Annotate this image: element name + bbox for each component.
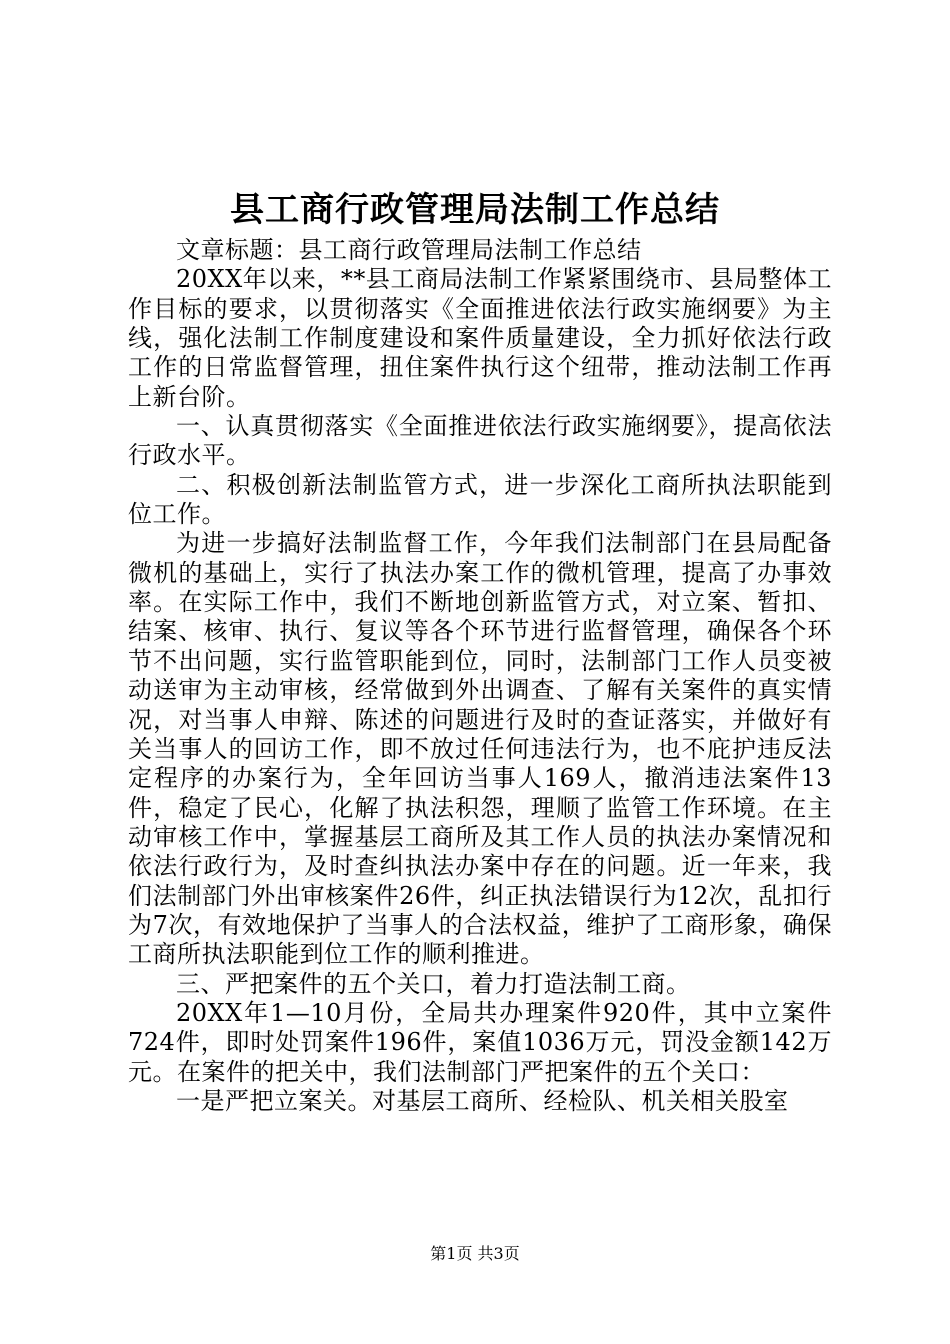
- document-body: [128, 236, 832, 1116]
- article-title-line: 文章标题：县工商行政管理局法制工作总结: [176, 236, 642, 264]
- section-heading-2: 二、积极创新法制监管方式，进一步深化工商所执法职能到位工作。: [128, 470, 832, 529]
- intro-paragraph: 20XX年以来，**县工商局法制工作紧紧围绕市、县局整体工作目标的要求，以贯彻落实《全面推进依法行政实施纲要》为主线，强化法制工作制度建设和案件质量建设，全力抓好依法行政工作的日常监督管理，扭住案件执行这个纽带，推动法制工作再上新台阶。: [128, 265, 832, 411]
- checkpoint-paragraph: 一是严把立案关。对基层工商所、经检队、机关相关股室: [176, 1086, 789, 1115]
- document-title: 县工商行政管理局法制工作总结: [230, 190, 720, 230]
- section-heading-1: 一、认真贯彻落实《全面推进依法行政实施纲要》，提高依法行政水平。: [128, 412, 832, 470]
- body-paragraph: 为进一步搞好法制监督工作，今年我们法制部门在县局配备微机的基础上，实行了执法办案工作的微机管理，提高了办事效率。在实际工作中，我们不断地创新监管方式，对立案、暂扣、结案、核审、执行、复议等各个环节进行监督管理，确保各个环节不出问题，实行监管职能到位，同时，法制部门工作人员变被动送审为主动审核，经常做到外出调查、了解有关案件的真实情况，对当事人申辩、陈述的问题进行及时的查证落实，并做好有关当事人的回访工作，即不放过任何违法行为，也不庇护违反法定程序的办案行为，全年回访当事人169人，撤消违法案件13件，稳定了民心，化解了执法积怨，理顺了监管工作环境。在主动审核工作中，掌握基层工商所及其工作人员的执法办案情况和依法行政行为，及时查纠执法办案中存在的问题。近一年来，我们法制部门外出审核案件26件，纠正执法错误行为12次，乱扣行为7次，有效地保护了当事人的合法权益，维护了工商形象，确保工商所执法职能到位工作的顺利推进。: [128, 529, 832, 969]
- case-statistics-paragraph: 20XX年1—10月份，全局共办理案件920件，其中立案件724件，即时处罚案件196件，案值1036万元，罚没金额142万元。在案件的把关中，我们法制部门严把案件的五个关口：: [128, 998, 832, 1086]
- page-number: 第1页 共3页: [430, 1244, 520, 1263]
- section-heading-3: 三、严把案件的五个关口，着力打造法制工商。: [176, 969, 691, 998]
